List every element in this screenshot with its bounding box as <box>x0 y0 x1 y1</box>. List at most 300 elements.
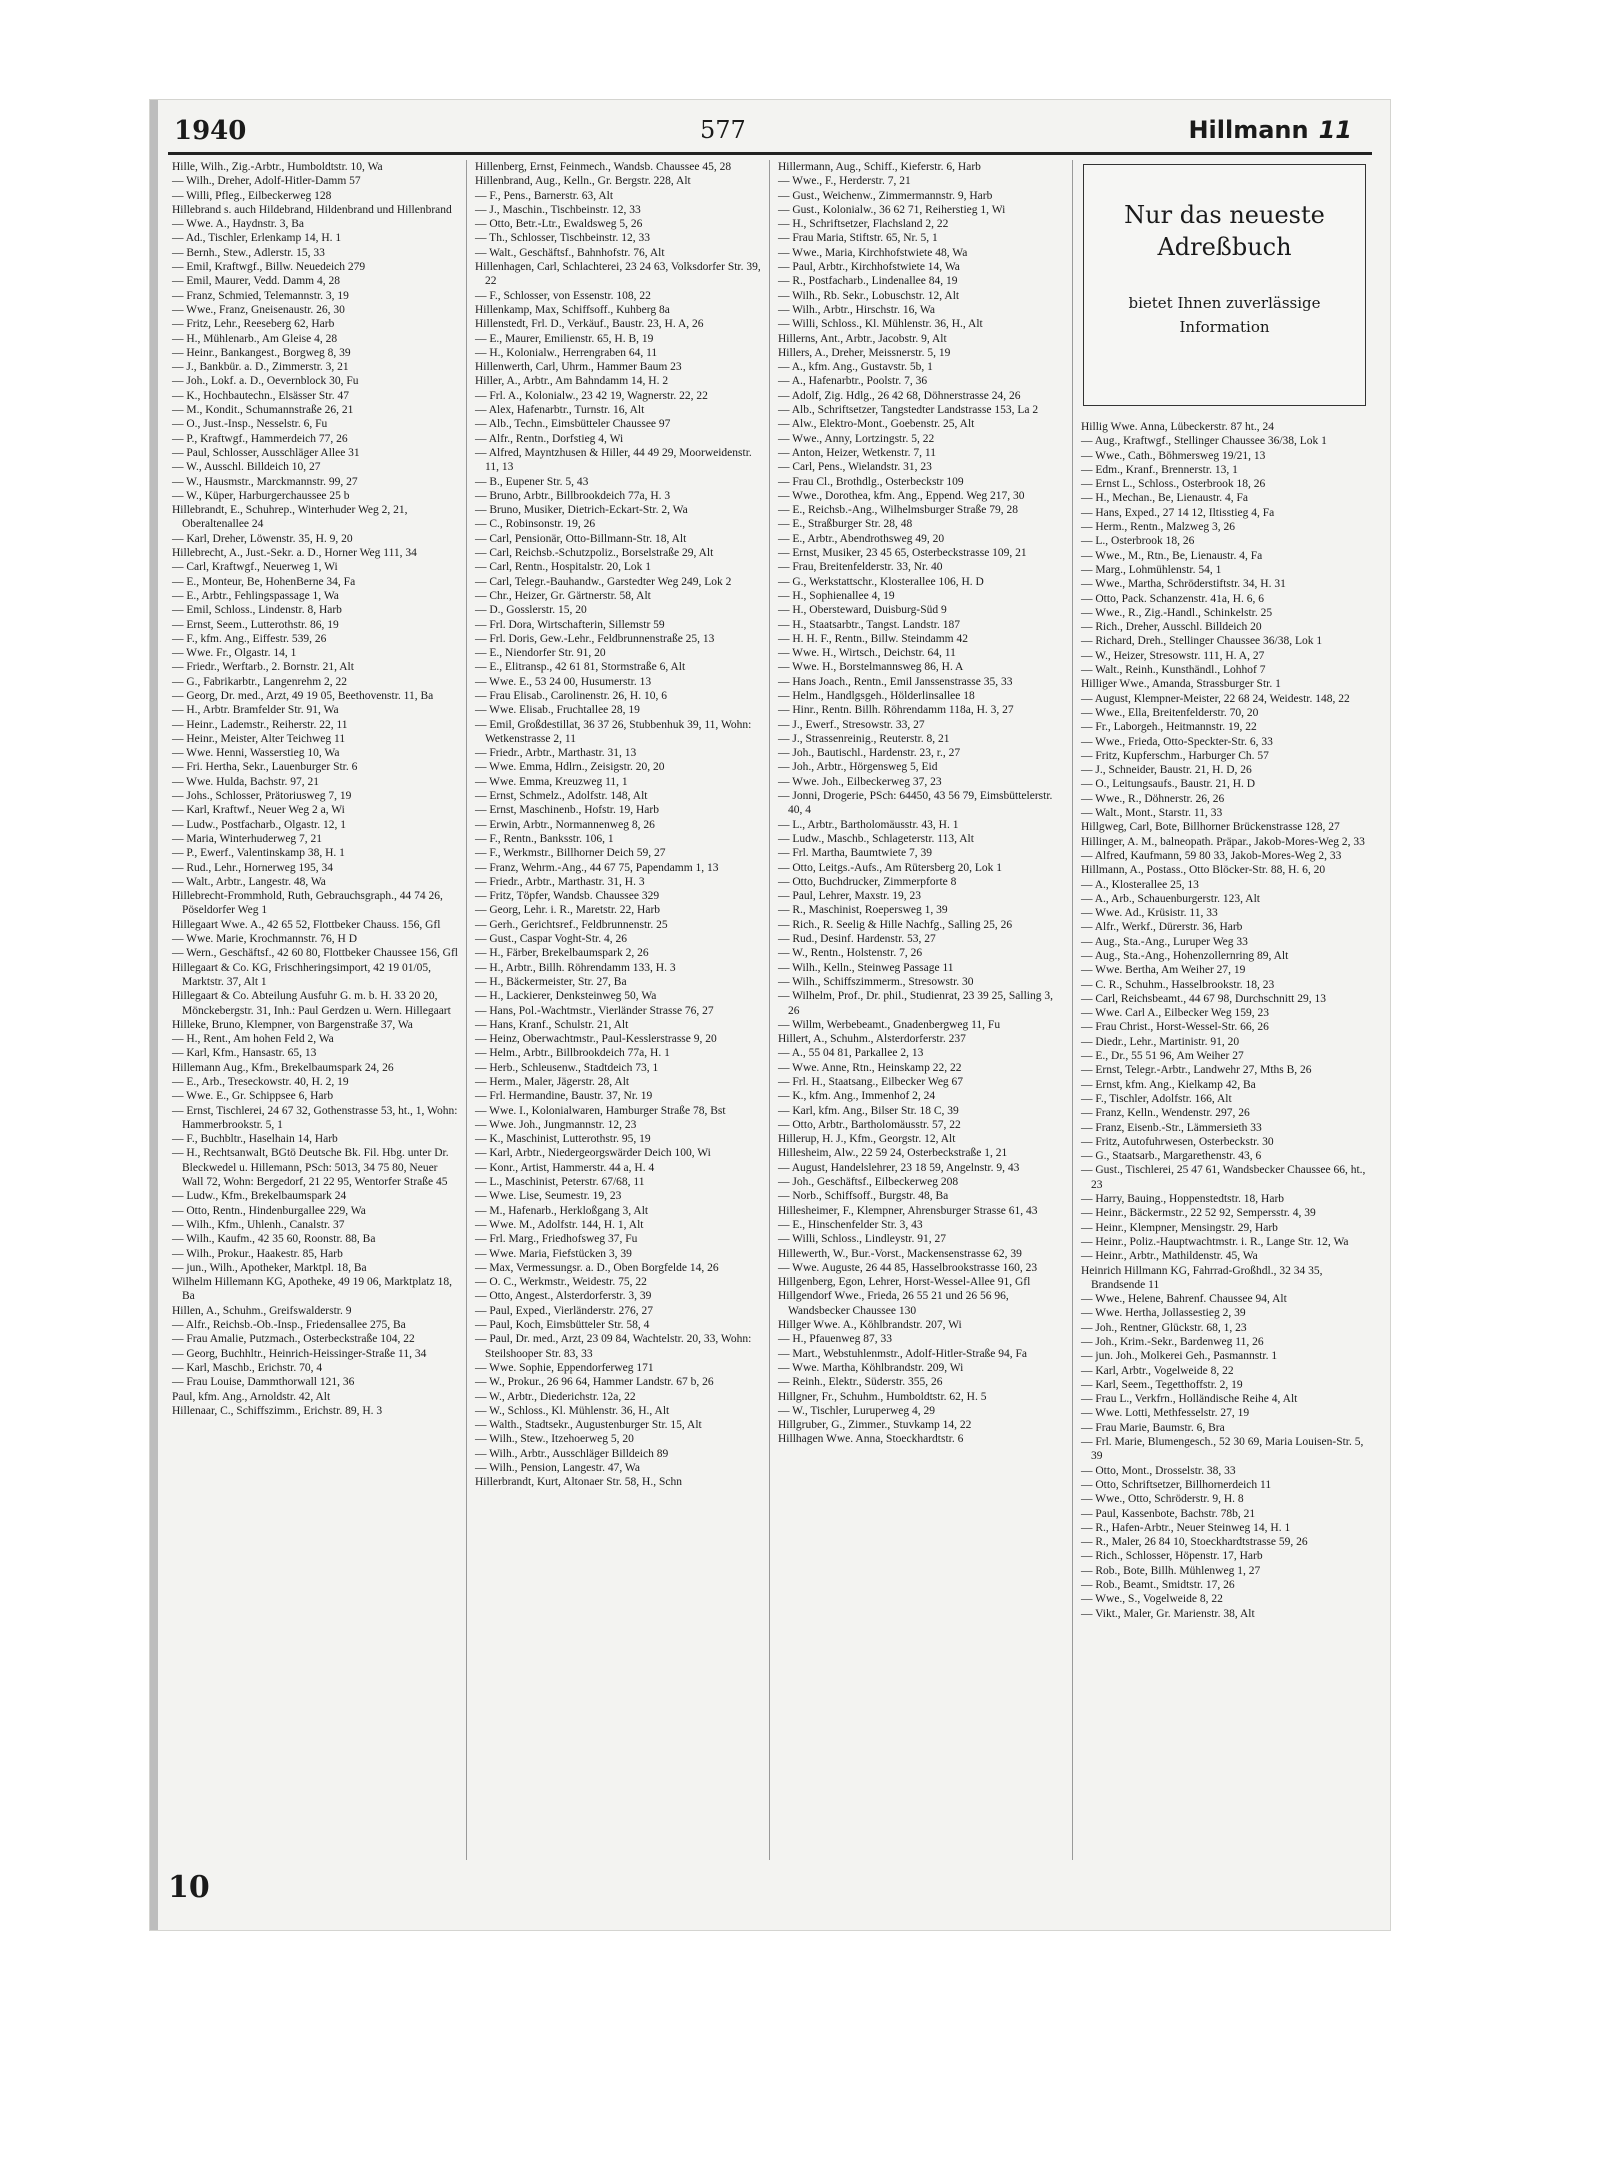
directory-entry: — Wwe., Otto, Schröderstr. 9, H. 8 <box>1081 1493 1244 1506</box>
directory-entry: — Helm., Handlgsgeh., Hölderlinsallee 18 <box>778 689 975 702</box>
directory-entry: — Wwe. Ad., Krüsistr. 11, 33 <box>1081 907 1218 920</box>
directory-entry: Hille, Wilh., Zig.-Arbtr., Humboldtstr. 10, Wa <box>172 161 383 173</box>
advertisement-box <box>1083 164 1366 406</box>
directory-entry: — Heinr., Klempner, Mensingstr. 29, Harb <box>1081 1221 1278 1234</box>
directory-entry: — Franz, Schmied, Telemannstr. 3, 19 <box>172 289 349 302</box>
directory-entry: — F., Buchbltr., Haselhain 14, Harb <box>172 1133 338 1146</box>
directory-entry: — Heinr., Poliz.-Hauptwachtmstr. i. R., Lange Str. 12, Wa <box>1081 1235 1349 1248</box>
directory-entry: — Carl, Reichsb.-Schutzpoliz., Borselstraße 29, Alt <box>475 547 714 560</box>
directory-entry: — Wwe., Cath., Böhmersweg 19/21, 13 <box>1081 449 1266 462</box>
directory-entry: — F., Schlosser, von Essenstr. 108, 22 <box>475 289 651 302</box>
directory-entry: — Alfr., Reichsb.-Ob.-Insp., Friedensallee 275, Ba <box>172 1319 406 1332</box>
directory-entry: — Wwe. E., Gr. Schippsee 6, Harb <box>172 1090 334 1103</box>
directory-entry: — Walt., Reinh., Kunsthändl., Lohhof 7 <box>1081 664 1266 677</box>
directory-entry: — Frau Maria, Stiftstr. 65, Nr. 5, 1 <box>778 232 938 245</box>
directory-entry: Hillgruber, G., Zimmer., Stuvkamp 14, 22 <box>778 1419 972 1432</box>
directory-entry: — F., Pens., Barnerstr. 63, Alt <box>475 189 614 202</box>
directory-entry: — W., Hausmstr., Marckmannstr. 99, 27 <box>172 475 358 488</box>
directory-entry: Hillgweg, Carl, Bote, Billhorner Brückenstrasse 128, 27 <box>1081 821 1340 834</box>
directory-entry: — Carl, Reichsbeamt., 44 67 98, Durchschnitt 29, 13 <box>1081 992 1326 1005</box>
directory-entry: — Wwe. M., Adolfstr. 144, H. 1, Alt <box>475 1218 644 1231</box>
running-title-text: Hillmann <box>1188 116 1309 144</box>
directory-entry: Heinrich Hillmann KG, Fahrrad-Großhdl., 32 34 35, Brandsende 11 <box>1081 1264 1323 1291</box>
directory-entry: — Walth., Stadtsekr., Augustenburger Str. 15, Alt <box>475 1419 702 1432</box>
directory-entry: Hillesheim, Alw., 22 59 24, Osterbeckstraße 1, 21 <box>778 1147 1008 1160</box>
directory-entry: — Karl, Kfm., Hansastr. 65, 13 <box>172 1047 317 1060</box>
advertisement-title: Nur das neueste Adreßbuch <box>1124 201 1325 261</box>
directory-entry: — Wwe. Hulda, Bachstr. 97, 21 <box>172 775 320 788</box>
directory-entry: — C. R., Schuhm., Hasselbrookstr. 18, 23 <box>1081 978 1275 991</box>
directory-entry: — Fritz, Lehr., Reeseberg 62, Harb <box>172 318 335 331</box>
directory-entry: — Fri. Hertha, Sekr., Lauenburger Str. 6 <box>172 761 358 774</box>
directory-entry: — Heinr., Bankangest., Borgweg 8, 39 <box>172 346 351 359</box>
directory-entry: Hillenwerth, Carl, Uhrm., Hammer Baum 23 <box>475 361 682 374</box>
directory-entry: — A., Klosterallee 25, 13 <box>1081 878 1199 891</box>
directory-entry: — R., Maschinist, Roepersweg 1, 39 <box>778 904 948 917</box>
directory-entry: — Willm, Werbebeamt., Gnadenbergweg 11, Fu <box>778 1018 1001 1031</box>
directory-entry: — Heinr., Bäckermstr., 22 52 92, Sempersstr. 4, 39 <box>1081 1207 1316 1220</box>
directory-entry: — Diedr., Lehr., Martinistr. 91, 20 <box>1081 1035 1240 1048</box>
directory-entry: — Gust., Kolonialw., 36 62 71, Reiherstieg 1, Wi <box>778 203 1006 216</box>
directory-entry: — Otto, Mont., Drosselstr. 38, 33 <box>1081 1464 1236 1477</box>
directory-entry: — Wwe., Martha, Schröderstiftstr. 34, H. 31 <box>1081 578 1286 591</box>
directory-entry: — Wwe., Frieda, Otto-Speckter-Str. 6, 33 <box>1081 735 1273 748</box>
directory-entry: — O., Leitungsaufs., Baustr. 21, H. D <box>1081 778 1256 791</box>
directory-entry: — J., Schneider, Baustr. 21, H. D, 26 <box>1081 764 1252 777</box>
directory-entry: — Ludw., Postfacharb., Olgastr. 12, 1 <box>172 818 346 831</box>
directory-entry: — Georg, Dr. med., Arzt, 49 19 05, Beethovenstr. 11, Ba <box>172 689 434 702</box>
directory-entry: — W., Tischler, Luruperweg 4, 29 <box>778 1404 936 1417</box>
directory-entry: — Fritz, Autofuhrwesen, Osterbeckstr. 30 <box>1081 1135 1274 1148</box>
directory-page <box>150 100 1390 1930</box>
directory-entry: — H., Obersteward, Duisburg-Süd 9 <box>778 604 947 617</box>
directory-entry: — E., Straßburger Str. 28, 48 <box>778 518 913 531</box>
directory-entry: — Paul, Lehrer, Maxstr. 19, 23 <box>778 890 921 903</box>
directory-entry: — Wilhelm, Prof., Dr. phil., Studienrat, 23 39 25, Salling 3, 26 <box>778 990 1053 1017</box>
directory-entry: Hillgendorf Wwe., Frieda, 26 55 21 und 26 56 96, Wandsbecker Chaussee 130 <box>778 1290 1009 1317</box>
directory-entry: — F., Rentn., Banksstr. 106, 1 <box>475 832 614 845</box>
directory-entry: — M., Hafenarb., Herkloßgang 3, Alt <box>475 1204 649 1217</box>
directory-entry: — H., Färber, Brekelbaumspark 2, 26 <box>475 947 649 960</box>
directory-entry: — Wilh., Pension, Langestr. 47, Wa <box>475 1462 640 1475</box>
directory-entry: — Paul, Kassenbote, Bachstr. 78b, 21 <box>1081 1507 1256 1520</box>
directory-entry: — W., Arbtr., Diederichstr. 12a, 22 <box>475 1390 636 1403</box>
directory-entry: — Frau L., Verkfrn., Holländische Reihe 4, Alt <box>1081 1393 1298 1406</box>
directory-entry: — Frl. A., Kolonialw., 23 42 19, Wagnerstr. 22, 22 <box>475 389 708 402</box>
directory-entry: — J., Strassenreinig., Reuterstr. 8, 21 <box>778 732 950 745</box>
header-rule <box>168 152 1372 155</box>
directory-entry: — F., Werkmstr., Billhorner Deich 59, 27 <box>475 847 666 860</box>
directory-entry: — Georg, Lehr. i. R., Maretstr. 22, Harb <box>475 904 661 917</box>
directory-entry: Hillenaar, C., Schiffszimm., Erichstr. 89, H. 3 <box>172 1404 383 1417</box>
directory-entry: — Otto, Buchdrucker, Zimmerpforte 8 <box>778 875 957 888</box>
directory-entry: — H., Bäckermeister, Str. 27, Ba <box>475 975 627 988</box>
directory-entry: — Frau Louise, Dammthorwall 121, 36 <box>172 1376 355 1389</box>
directory-entry: — Marg., Lohmühlenstr. 54, 1 <box>1081 563 1222 576</box>
directory-entry: — H., Rent., Am hohen Feld 2, Wa <box>172 1033 334 1046</box>
directory-entry: — L., Maschinist, Peterstr. 67/68, 11 <box>475 1176 645 1189</box>
directory-entry: — Joh., Lokf. a. D., Oevernblock 30, Fu <box>172 375 359 388</box>
directory-entry: Hillewerth, W., Bur.-Vorst., Mackensenstrasse 62, 39 <box>778 1247 1022 1260</box>
directory-entry: — Wwe. Emma, Hdlrn., Zeisigstr. 20, 20 <box>475 761 665 774</box>
directory-entry: Paul, kfm. Ang., Arnoldstr. 42, Alt <box>172 1390 331 1403</box>
header-running-title <box>1188 116 1352 144</box>
directory-entry: — Carl, Pens., Wielandstr. 31, 23 <box>778 461 932 474</box>
directory-entry: — D., Gosslerstr. 15, 20 <box>475 604 587 617</box>
directory-entry: — A., Arb., Schauenburgerstr. 123, Alt <box>1081 892 1260 905</box>
directory-entry: — August, Handelslehrer, 23 18 59, Angelnstr. 9, 43 <box>778 1161 1020 1174</box>
directory-entry: Hillers, A., Dreher, Meissnerstr. 5, 19 <box>778 346 951 359</box>
directory-entry: — Heinr., Meister, Alter Teichweg 11 <box>172 732 346 745</box>
directory-entry: — jun., Wilh., Apotheker, Marktpl. 18, Ba <box>172 1261 367 1274</box>
directory-entry: — Max, Vermessungsr. a. D., Oben Borgfelde 14, 26 <box>475 1261 719 1274</box>
directory-entry: — Emil, Schloss., Lindenstr. 8, Harb <box>172 604 342 617</box>
directory-entry: — Harry, Bauing., Hoppenstedtstr. 18, Harb <box>1081 1193 1285 1206</box>
directory-entry: — Gust., Caspar Voght-Str. 4, 26 <box>475 933 627 946</box>
directory-entry: — Jonni, Drogerie, PSch: 64450, 43 56 79, Eimsbüttelerstr. 40, 4 <box>778 790 1053 817</box>
running-number: 11 <box>1318 116 1352 144</box>
directory-entry: — Fritz, Töpfer, Wandsb. Chaussee 329 <box>475 890 660 903</box>
directory-entry: — Emil, Maurer, Vedd. Damm 4, 28 <box>172 275 340 288</box>
directory-entry: — Edm., Kranf., Brennerstr. 13, 1 <box>1081 463 1238 476</box>
directory-entry: — Hans, Pol.-Wachtmstr., Vierländer Strasse 76, 27 <box>475 1004 714 1017</box>
directory-entry: — Heinr., Arbtr., Mathildenstr. 45, Wa <box>1081 1250 1258 1263</box>
directory-entry: Hillenkamp, Max, Schiffsoff., Kuhberg 8a <box>475 303 670 316</box>
directory-entry: — Wwe., Franz, Gneisenaustr. 26, 30 <box>172 303 345 316</box>
directory-entry: — Wwe., Anny, Lortzingstr. 5, 22 <box>778 432 935 445</box>
directory-entry: — Wwe., Helene, Bahrenf. Chaussee 94, Alt <box>1081 1293 1287 1306</box>
directory-entry: — A., 55 04 81, Parkallee 2, 13 <box>778 1047 924 1060</box>
directory-entry: Hillenberg, Ernst, Feinmech., Wandsb. Chaussee 45, 28 <box>475 161 732 173</box>
directory-entry: — P., Ewerf., Valentinskamp 38, H. 1 <box>172 847 345 860</box>
directory-entry: — E., Hinschenfelder Str. 3, 43 <box>778 1218 923 1231</box>
directory-entry: — W., Prokur., 26 96 64, Hammer Landstr. 67 b, 26 <box>475 1376 714 1389</box>
directory-entry: — H., Kolonialw., Herrengraben 64, 11 <box>475 346 658 359</box>
directory-entry: — Georg, Buchhltr., Heinrich-Heissinger-Straße 11, 34 <box>172 1347 427 1360</box>
directory-entry: — A., kfm. Ang., Gustavstr. 5b, 1 <box>778 361 933 374</box>
directory-entry: Hillegaart & Co. Abteilung Ausfuhr G. m. b. H. 33 20 20, Mönckebergstr. 31, Inh.: Paul Gerdzen u. Wern. Hillegaart <box>172 990 451 1017</box>
directory-entry: — Willi, Schloss., Lindleystr. 91, 27 <box>778 1233 946 1246</box>
directory-entry: Hillgenberg, Egon, Lehrer, Horst-Wessel-Allee 91, Gfl <box>778 1276 1031 1289</box>
directory-entry: — August, Klempner-Meister, 22 68 24, Weidestr. 148, 22 <box>1081 692 1350 705</box>
directory-entry: — Frl. Marg., Friedhofsweg 37, Fu <box>475 1233 638 1246</box>
directory-entry: — Herb., Schleusenw., Stadtdeich 73, 1 <box>475 1061 659 1074</box>
directory-entry: — Wwe., F., Herderstr. 7, 21 <box>778 175 911 188</box>
directory-entry: — Frl. Hermandine, Baustr. 37, Nr. 19 <box>475 1090 653 1103</box>
directory-entry: — Alb., Techn., Eimsbütteler Chaussee 97 <box>475 418 671 431</box>
directory-entry: — Rud., Desinf. Hardenstr. 53, 27 <box>778 933 936 946</box>
directory-entry: — Rob., Bote, Billh. Mühlenweg 1, 27 <box>1081 1564 1261 1577</box>
directory-entry: — Walt., Geschäftsf., Bahnhofstr. 76, Alt <box>475 246 665 259</box>
directory-entry: — Alfred, Kaufmann, 59 80 33, Jakob-Mores-Weg 2, 33 <box>1081 849 1342 862</box>
column-2 <box>467 160 770 1860</box>
directory-entry: — Wilh., Kfm., Uhlenh., Canalstr. 37 <box>172 1218 345 1231</box>
directory-entry: — Otto, Leitgs.-Aufs., Am Rütersberg 20, Lok 1 <box>778 861 1003 874</box>
directory-entry: — Hans Joach., Rentn., Emil Janssenstrasse 35, 33 <box>778 675 1013 688</box>
directory-entry: — Frau Amalie, Putzmach., Osterbeckstraße 104, 22 <box>172 1333 415 1346</box>
directory-entry: — Ernst, Tischlerei, 24 67 32, Gothenstrasse 53, ht., 1, Wohn: Hammerbrookstr. 5, 1 <box>172 1104 458 1131</box>
directory-entry: — Rob., Beamt., Smidtstr. 17, 26 <box>1081 1579 1235 1592</box>
directory-entry: — L., Arbtr., Bartholomäusstr. 43, H. 1 <box>778 818 959 831</box>
directory-entry: — Gust., Weichenw., Zimmermannstr. 9, Harb <box>778 189 993 202</box>
directory-entry: — Adolf, Zig. Hdlg., 26 42 68, Döhnerstrasse 24, 26 <box>778 389 1021 402</box>
directory-entry: — Willi, Schloss., Kl. Mühlenstr. 36, H., Alt <box>778 318 983 331</box>
directory-entry: — Wwe., R., Döhnerstr. 26, 26 <box>1081 792 1225 805</box>
directory-entry: — Paul, Koch, Eimsbütteler Str. 58, 4 <box>475 1319 650 1332</box>
directory-entry: — Karl, Arbtr., Niedergeorgswärder Deich 100, Wi <box>475 1147 711 1160</box>
directory-entry: — Erwin, Arbtr., Normannenweg 8, 26 <box>475 818 655 831</box>
directory-entry: — W., Ausschl. Billdeich 10, 27 <box>172 461 321 474</box>
directory-entry: — O., Just.-Insp., Nesselstr. 6, Fu <box>172 418 328 431</box>
directory-entry: — Rich., Dreher, Ausschl. Billdeich 20 <box>1081 621 1262 634</box>
directory-entry: — E., Niendorfer Str. 91, 20 <box>475 647 606 660</box>
directory-entry: — Ernst, kfm. Ang., Kielkamp 42, Ba <box>1081 1078 1256 1091</box>
directory-entry: — Wwe. A., Haydnstr. 3, Ba <box>172 218 305 231</box>
directory-entry: Hillerbrandt, Kurt, Altonaer Str. 58, H., Schn <box>475 1476 682 1489</box>
directory-entry: Hillgner, Fr., Schuhm., Humboldtstr. 62, H. 5 <box>778 1390 987 1403</box>
directory-entry: — Frau Cl., Brothdlg., Osterbeckstr 109 <box>778 475 964 488</box>
directory-entry: — Mart., Webstuhlenmstr., Adolf-Hitler-Straße 94, Fa <box>778 1347 1028 1360</box>
directory-entry: Hillmann, A., Postass., Otto Blöcker-Str. 88, H. 6, 20 <box>1081 864 1326 877</box>
column-4 <box>1073 160 1376 1860</box>
directory-entry: — Gerh., Gerichtsref., Feldbrunnenstr. 25 <box>475 918 668 931</box>
directory-entry: — L., Osterbrook 18, 26 <box>1081 535 1195 548</box>
directory-entry: — Ludw., Maschb., Schlageterstr. 113, Alt <box>778 832 974 845</box>
directory-entry: — Wilh., Rb. Sekr., Lobuschstr. 12, Alt <box>778 289 960 302</box>
directory-entry: — Wwe. Henni, Wasserstieg 10, Wa <box>172 747 340 760</box>
directory-entry: — E., Arb., Treseckowstr. 40, H. 2, 19 <box>172 1076 349 1088</box>
directory-entry: — Karl, Arbtr., Vogelweide 8, 22 <box>1081 1364 1234 1377</box>
directory-entry: — Paul, Schlosser, Ausschläger Allee 31 <box>172 446 360 459</box>
directory-entry: — Ernst, Telegr.-Arbtr., Landwehr 27, Mths B, 26 <box>1081 1064 1312 1077</box>
directory-entry: — jun. Joh., Molkerei Geh., Pasmannstr. 1 <box>1081 1350 1278 1363</box>
advertisement-subtitle: bietet Ihnen zuverlässige Information <box>1128 294 1321 336</box>
directory-entry: — Wwe. E., 53 24 00, Husumerstr. 13 <box>475 675 652 688</box>
header-page-number: 577 <box>700 116 746 144</box>
directory-entry: — Bruno, Arbtr., Billbrookdeich 77a, H. 3 <box>475 489 671 502</box>
directory-entry: — Otto, Schriftsetzer, Billhornerdeich 11 <box>1081 1478 1272 1491</box>
directory-entry: — H., Staatsarbtr., Tangst. Landstr. 187 <box>778 618 961 631</box>
directory-entry: — Wwe. Marie, Krochmannstr. 76, H D <box>172 933 358 946</box>
directory-entry: — Wilh., Arbtr., Ausschläger Billdeich 89 <box>475 1447 669 1460</box>
directory-entry: — Wwe. H., Wirtsch., Deichstr. 64, 11 <box>778 647 956 660</box>
directory-entry: — W., Rentn., Holstenstr. 7, 26 <box>778 947 923 960</box>
directory-entry: — A., Hafenarbtr., Poolstr. 7, 36 <box>778 375 928 388</box>
directory-entry: Hillebrecht, A., Just.-Sekr. a. D., Horner Weg 111, 34 <box>172 547 417 560</box>
directory-entry: — Joh., Rentner, Glückstr. 68, 1, 23 <box>1081 1321 1247 1334</box>
directory-entry: — Konr., Artist, Hammerstr. 44 a, H. 4 <box>475 1161 655 1174</box>
directory-entry: — Wwe. H., Borstelmannsweg 86, H. A <box>778 661 964 674</box>
directory-entry: — Heinr., Lademstr., Reiherstr. 22, 11 <box>172 718 348 731</box>
directory-entry: Hillhagen Wwe. Anna, Stoeckhardtstr. 6 <box>778 1433 964 1446</box>
directory-entry: — Wilh., Kelln., Steinweg Passage 11 <box>778 961 954 974</box>
directory-entry: — Gust., Tischlerei, 25 47 61, Wandsbecker Chaussee 66, ht., 23 <box>1081 1164 1366 1191</box>
directory-entry: — Karl, Kraftwf., Neuer Weg 2 a, Wi <box>172 804 345 817</box>
directory-entry: Hillig Wwe. Anna, Lübeckerstr. 87 ht., 24 <box>1081 421 1275 433</box>
directory-entry: — Vikt., Maler, Gr. Marienstr. 38, Alt <box>1081 1607 1255 1620</box>
directory-entry: — Franz, Eisenb.-Str., Lämmersieth 33 <box>1081 1121 1262 1134</box>
directory-entry: — Wwe. Auguste, 26 44 85, Hasselbrookstrasse 160, 23 <box>778 1261 1038 1274</box>
directory-entry: — Aug., Kraftwgf., Stellinger Chaussee 36/38, Lok 1 <box>1081 435 1327 448</box>
directory-entry: — Emil, Kraftwgf., Billw. Neuedeich 279 <box>172 261 366 274</box>
directory-entry: — Alb., Schriftsetzer, Tangstedter Landstrasse 153, La 2 <box>778 404 1039 417</box>
directory-entry: — O. C., Werkmstr., Weidestr. 75, 22 <box>475 1276 647 1289</box>
directory-entry: — R., Maler, 26 84 10, Stoeckhardtstrasse 59, 26 <box>1081 1536 1308 1549</box>
directory-entry: — F., kfm. Ang., Eiffestr. 539, 26 <box>172 632 327 645</box>
directory-entry: — J., Bankbür. a. D., Zimmerstr. 3, 21 <box>172 361 349 374</box>
directory-entry: — J., Ewerf., Stresowstr. 33, 27 <box>778 718 925 731</box>
directory-entry: — H., Lackierer, Denksteinweg 50, Wa <box>475 990 657 1003</box>
directory-entry: — H., Arbtr. Bramfelder Str. 91, Wa <box>172 704 339 717</box>
directory-entry: — Th., Schlosser, Tischbeinstr. 12, 33 <box>475 232 651 245</box>
directory-entry: — Alex, Hafenarbtr., Turnstr. 16, Alt <box>475 404 645 417</box>
directory-entry: — Frl. Dora, Wirtschafterin, Sillemstr 59 <box>475 618 665 631</box>
directory-entry: — Frl. Doris, Gew.-Lehr., Feldbrunnenstraße 25, 13 <box>475 632 715 645</box>
directory-entry: — K., Maschinist, Lutterothstr. 95, 19 <box>475 1133 651 1146</box>
directory-entry: — Wwe., Dorothea, kfm. Ang., Eppend. Weg 217, 30 <box>778 489 1025 502</box>
directory-entry: — Wwe., Ella, Breitenfelderstr. 70, 20 <box>1081 706 1259 719</box>
directory-entry: — Friedr., Arbtr., Marthastr. 31, 13 <box>475 747 637 760</box>
directory-entry: — Wwe. I., Kolonialwaren, Hamburger Straße 78, Bst <box>475 1104 726 1117</box>
directory-entry: Wilhelm Hillemann KG, Apotheke, 49 19 06, Marktplatz 18, Ba <box>172 1276 452 1303</box>
directory-entry: Hillegaart Wwe. A., 42 65 52, Flottbeker Chauss. 156, Gfl <box>172 918 441 931</box>
directory-entry: — Wwe. Lise, Seumestr. 19, 23 <box>475 1190 622 1203</box>
directory-entry: Hillerup, H. J., Kfm., Georgstr. 12, Alt <box>778 1133 956 1146</box>
directory-entry: — Joh., Bautischl., Hardenstr. 23, r., 27 <box>778 747 961 760</box>
directory-entry: — Johs., Schlosser, Prätoriusweg 7, 19 <box>172 790 352 803</box>
directory-entry: Hillegaart & Co. KG, Frischheringsimport, 42 19 01/05, Marktstr. 37, Alt 1 <box>172 961 432 988</box>
directory-entry: — Walt., Mont., Starstr. 11, 33 <box>1081 807 1223 820</box>
column-3 <box>770 160 1073 1860</box>
directory-entry: — Paul, Dr. med., Arzt, 23 09 84, Wachtelstr. 20, 33, Wohn: Steilshooper Str. 83, 33 <box>475 1333 752 1360</box>
column-1 <box>164 160 467 1860</box>
directory-entry: — Karl, Seem., Tegetthoffstr. 2, 19 <box>1081 1378 1243 1391</box>
directory-entry: — W., Heizer, Stresowstr. 111, H. A, 27 <box>1081 649 1265 662</box>
directory-entry: — Wwe. Fr., Olgastr. 14, 1 <box>172 647 297 660</box>
directory-entry: — Aug., Sta.-Ang., Luruper Weg 33 <box>1081 935 1248 948</box>
directory-entry: — Herm., Maler, Jägerstr. 28, Alt <box>475 1076 630 1088</box>
directory-entry: — Frau Elisab., Carolinenstr. 26, H. 10, 6 <box>475 689 667 702</box>
directory-entry: Hillen, A., Schuhm., Greifswalderstr. 9 <box>172 1304 352 1317</box>
directory-entry: — Hans, Exped., 27 14 12, Iltisstieg 4, Fa <box>1081 506 1275 519</box>
header-year: 1940 <box>174 116 247 146</box>
directory-entry: — Wwe. Hertha, Jollassestieg 2, 39 <box>1081 1307 1246 1320</box>
directory-entry: — Wwe. Carl A., Eilbecker Weg 159, 23 <box>1081 1007 1270 1020</box>
directory-entry: — Ernst, Musiker, 23 45 65, Osterbeckstrasse 109, 21 <box>778 547 1027 560</box>
directory-entry: Hillinger, A. M., balneopath. Präpar., Jakob-Mores-Weg 2, 33 <box>1081 835 1365 848</box>
directory-entry: — Paul, Exped., Vierländerstr. 276, 27 <box>475 1304 653 1317</box>
directory-entry: — Carl, Rentn., Hospitalstr. 20, Lok 1 <box>475 561 652 574</box>
directory-entry: — E., Arbtr., Abendrothsweg 49, 20 <box>778 532 945 545</box>
directory-entry: — H., Sophienallee 4, 19 <box>778 589 895 602</box>
directory-entry: — Wwe. Martha, Köhlbrandstr. 209, Wi <box>778 1361 964 1374</box>
directory-entry: — Wilh., Dreher, Adolf-Hitler-Damm 57 <box>172 175 361 188</box>
directory-entry: — Ad., Tischler, Erlenkamp 14, H. 1 <box>172 232 342 245</box>
directory-entry: — H., Pfauenweg 87, 33 <box>778 1333 893 1346</box>
directory-entry: — Friedr., Arbtr., Marthastr. 31, H. 3 <box>475 875 645 888</box>
directory-entry: — Wilh., Stew., Itzehoerweg 5, 20 <box>475 1433 634 1446</box>
directory-entry: — C., Robinsonstr. 19, 26 <box>475 518 596 531</box>
directory-entry: — G., Staatsarb., Margarethenstr. 43, 6 <box>1081 1150 1262 1163</box>
directory-entry: — Karl, Dreher, Löwenstr. 35, H. 9, 20 <box>172 532 353 545</box>
directory-entry: — E., Dr., 55 51 96, Am Weiher 27 <box>1081 1050 1244 1063</box>
directory-entry: — H. H. F., Rentn., Billw. Steindamm 42 <box>778 632 969 645</box>
directory-entry: — Chr., Heizer, Gr. Gärtnerstr. 58, Alt <box>475 589 651 602</box>
directory-entry: — G., Fabrikarbtr., Langenrehm 2, 22 <box>172 675 348 688</box>
directory-entry: Hillenbrand, Aug., Kelln., Gr. Bergstr. 228, Alt <box>475 175 691 188</box>
directory-entry: — Wwe. Elisab., Fruchtallee 28, 19 <box>475 704 640 717</box>
directory-entry: — H., Schriftsetzer, Flachsland 2, 22 <box>778 218 949 231</box>
directory-entry: — Otto, Angest., Alsterdorferstr. 3, 39 <box>475 1290 652 1303</box>
directory-entry: — E., Maurer, Emilienstr. 65, H. B, 19 <box>475 332 654 345</box>
directory-entry: — H., Rechtsanwalt, BGtö Deutsche Bk. Fil. Hbg. unter Dr. Bleckwedel u. Hillemann, PSch: 5013, 34 75 80, Neuer Wall 72, Wohn: Bergedorf, 21 22 95, Wentorfer Straße 45 <box>172 1147 449 1189</box>
directory-entry: — Fr., Laborgeh., Heitmannstr. 19, 22 <box>1081 721 1257 734</box>
directory-entry: — Herm., Rentn., Malzweg 3, 26 <box>1081 521 1235 534</box>
directory-entry: — E., Elitransp., 42 61 81, Stormstraße 6, Alt <box>475 661 686 674</box>
directory-entry: — Rud., Lehr., Hornerweg 195, 34 <box>172 861 333 874</box>
directory-entry: — Frau Marie, Baumstr. 6, Bra <box>1081 1421 1225 1434</box>
directory-entry: — Bernh., Stew., Adlerstr. 15, 33 <box>172 246 325 259</box>
directory-entry: Hillermann, Aug., Schiff., Kieferstr. 6, Harb <box>778 161 981 173</box>
directory-entry: — W., Küper, Harburgerchaussee 25 b <box>172 489 350 502</box>
directory-entry: — Fritz, Kupferschm., Harburger Ch. 57 <box>1081 749 1269 762</box>
directory-entry: — Aug., Sta.-Ang., Hohenzollernring 89, Alt <box>1081 949 1289 962</box>
directory-entry: Hilleke, Bruno, Klempner, von Bargenstraße 37, Wa <box>172 1018 413 1031</box>
directory-entry: — Frau, Breitenfelderstr. 33, Nr. 40 <box>778 561 943 574</box>
directory-entry: — Karl, Maschb., Erichstr. 70, 4 <box>172 1361 323 1374</box>
directory-entry: — Otto, Betr.-Ltr., Ewaldsweg 5, 26 <box>475 218 643 231</box>
directory-columns <box>164 160 1376 1860</box>
directory-entry: — Wwe. Sophie, Eppendorferweg 171 <box>475 1361 654 1374</box>
directory-entry: — Ernst, Maschinenb., Hofstr. 19, Harb <box>475 804 659 817</box>
directory-entry: Hillebrand s. auch Hildebrand, Hildenbrand und Hillenbrand <box>172 203 452 216</box>
directory-entry: — Franz, Wehrm.-Ang., 44 67 75, Papendamm 1, 13 <box>475 861 719 874</box>
directory-entry: — B., Eupener Str. 5, 43 <box>475 475 589 488</box>
directory-entry: — Ernst, Schmelz., Adolfstr. 148, Alt <box>475 790 648 803</box>
directory-entry: — Frau Christ., Horst-Wessel-Str. 66, 26 <box>1081 1021 1269 1034</box>
directory-entry: — Wwe., Maria, Kirchhofstwiete 48, Wa <box>778 246 968 259</box>
directory-entry: — Wwe. Maria, Fiefstücken 3, 39 <box>475 1247 632 1260</box>
directory-entry: — Rich., Schlosser, Höpenstr. 17, Harb <box>1081 1550 1263 1563</box>
directory-entry: Hillger Wwe. A., Köhlbrandstr. 207, Wi <box>778 1319 962 1332</box>
directory-entry: — Wilh., Arbtr., Hirschstr. 16, Wa <box>778 303 935 316</box>
directory-entry: — K., Hochbautechn., Elsässer Str. 47 <box>172 389 349 402</box>
directory-entry: — M., Kondit., Schumannstraße 26, 21 <box>172 404 354 417</box>
directory-entry: — Alfr., Werkf., Dürerstr. 36, Harb <box>1081 921 1243 934</box>
directory-entry: — Emil, Großdestillat, 36 37 26, Stubbenhuk 39, 11, Wohn: Wetkenstrasse 2, 11 <box>475 718 752 745</box>
directory-entry: — H., Arbtr., Billh. Röhrendamm 133, H. 3 <box>475 961 676 974</box>
directory-entry: — E., Monteur, Be, HohenBerne 34, Fa <box>172 575 356 588</box>
directory-entry: Hillenhagen, Carl, Schlachterei, 23 24 63, Volksdorfer Str. 39, 22 <box>475 261 761 288</box>
directory-entry: — Otto, Rentn., Hindenburgallee 229, Wa <box>172 1204 366 1217</box>
directory-entry: — Alw., Elektro-Mont., Goebenstr. 25, Alt <box>778 418 975 431</box>
directory-entry: — Joh., Arbtr., Hörgensweg 5, Eid <box>778 761 938 774</box>
directory-entry: — Otto, Pack. Schanzenstr. 41a, H. 6, 6 <box>1081 592 1265 605</box>
directory-entry: — Wwe. Joh., Jungmannstr. 12, 23 <box>475 1118 637 1131</box>
directory-entry: Hillerns, Ant., Arbtr., Jacobstr. 9, Alt <box>778 332 947 345</box>
directory-entry: — Richard, Dreh., Stellinger Chaussee 36/38, Lok 1 <box>1081 635 1323 648</box>
directory-entry: — Maria, Winterhuderweg 7, 21 <box>172 832 323 845</box>
directory-entry: — Walt., Arbtr., Langestr. 48, Wa <box>172 875 326 888</box>
directory-entry: — Wwe. Emma, Kreuzweg 11, 1 <box>475 775 628 788</box>
directory-entry: — Frl. Marie, Blumengesch., 52 30 69, Maria Louisen-Str. 5, 39 <box>1081 1436 1364 1463</box>
directory-entry: — Hans, Kranf., Schulstr. 21, Alt <box>475 1018 629 1031</box>
directory-entry: — Carl, Telegr.-Bauhandw., Garstedter Weg 249, Lok 2 <box>475 575 732 588</box>
directory-entry: Hillebrecht-Frommhold, Ruth, Gebrauchsgraph., 44 74 26, Pöseldorfer Weg 1 <box>172 890 443 917</box>
directory-entry: — Wwe., R., Zig.-Handl., Schinkelstr. 25 <box>1081 606 1273 619</box>
directory-entry: — Rich., R. Seelig & Hille Nachfg., Salling 25, 26 <box>778 918 1013 931</box>
directory-entry: — G., Werkstattschr., Klosterallee 106, H. D <box>778 575 984 588</box>
